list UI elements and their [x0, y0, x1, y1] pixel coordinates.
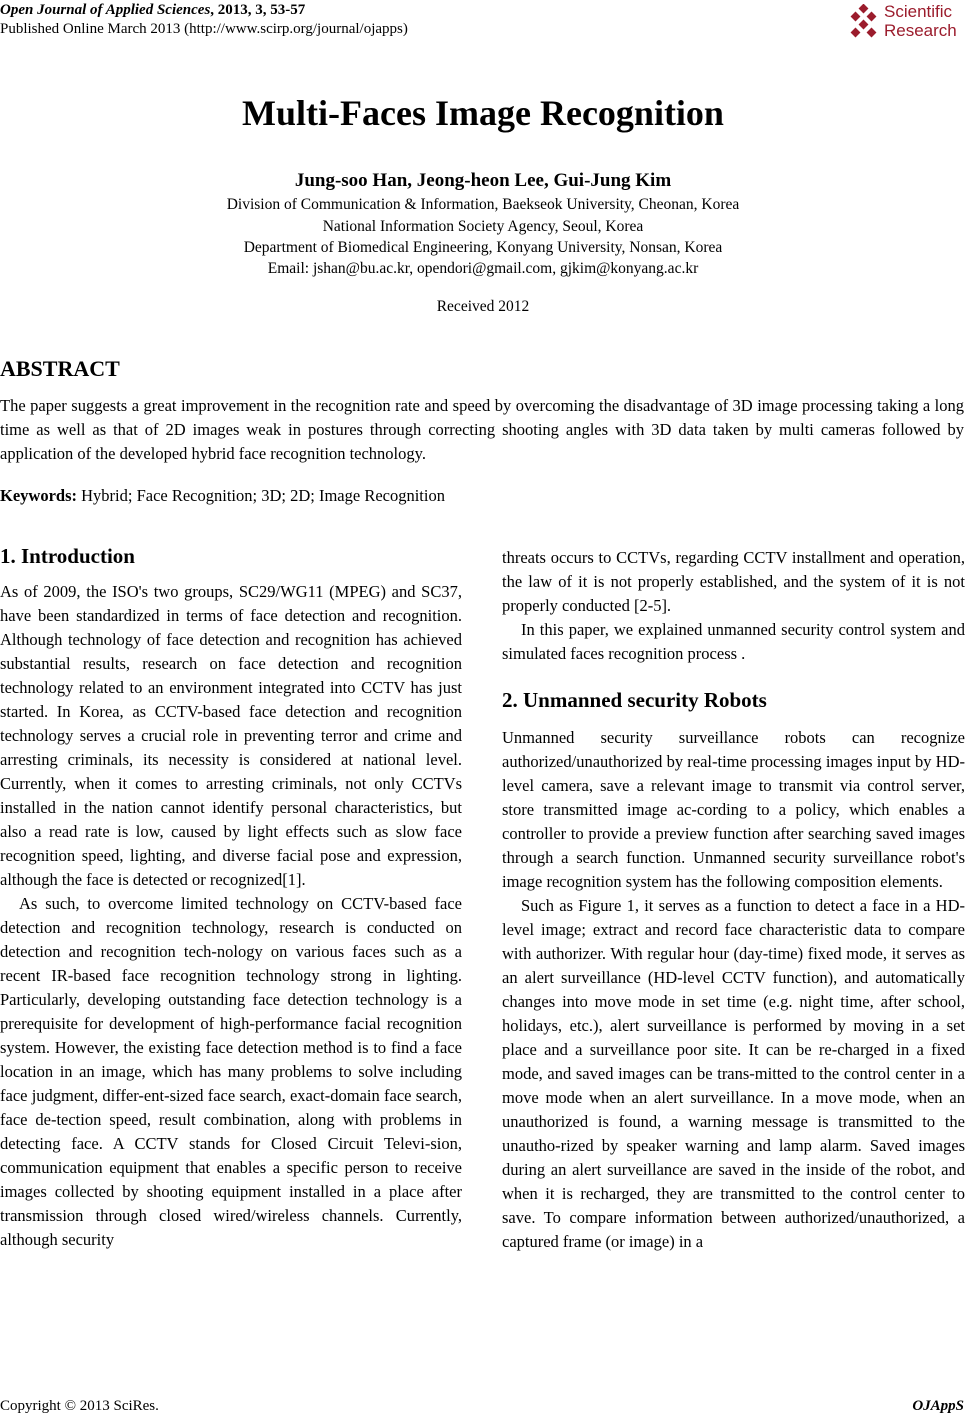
paragraph: Unmanned security surveillance robots can recognize authorized/unauthorized by real-time processing images input by HD-level camera, save a relevant image to transmit via control server, store transmitted image ac-cording to a policy, which enables a controller to provide a preview function after searching saved images through a search function. Unmanned security surveillance robot's image recognition system has the following composition elements. — [502, 728, 965, 891]
received-date: Received 2012 — [436, 298, 530, 315]
paragraph: In this paper, we explained unmanned security control system and simulated faces recognition process . — [502, 620, 965, 663]
paragraph: As such, to overcome limited technology on CCTV-based face detection and recognition technology, research is conducted on detection and recognition tech-nology on various faces such as a recent IR-based face recognition technology strong in lighting. Particularly, developing outstanding face detection technology is a prerequisite for development of high-performance facial recognition system. However, the existing face detection method is to find a face location in an image, which has many problems to solve including face judgment, differ-ent-sized face search, exact-domain face search, face de-tection speed, result combination, along with problems in detecting face. A CCTV stands for Closed Circuit Televi-sion, communication equipment that enables a specific person to receive images collected by shooting equipment installed in a place after transmission through closed wired/wireless channels. Currently, although security — [0, 894, 462, 1249]
publisher-logo[interactable] — [848, 2, 964, 42]
logo-word-2: Research — [884, 21, 957, 40]
author-emails: Email: jshan@bu.ac.kr, opendori@gmail.com, gjkim@konyang.ac.kr — [267, 260, 699, 277]
abstract-heading: ABSTRACT — [0, 356, 120, 381]
affiliation-1: Division of Communication & Information, Baekseok University, Cheonan, Korea — [226, 196, 740, 213]
paper-title: Multi-Faces Image Recognition — [242, 93, 724, 133]
journal-abbreviation: OJAppS — [912, 1398, 964, 1414]
journal-name: Open Journal of Applied Sciences — [0, 2, 211, 18]
abstract-text: The paper suggests a great improvement in the recognition rate and speed by overcoming the disadvantage of 3D image processing taking a long time as well as that of 2D images weak in postures through correcting shooting angles with 3D data taken by multi cameras followed by application of the developed hybrid face recognition technology. — [0, 396, 964, 463]
paragraph: threats occurs to CCTVs, regarding CCTV installment and operation, the law of it is not properly established, and the system of it is not properly conducted [2-5]. — [502, 548, 965, 615]
publication-info: Published Online March 2013 (http://www.scirp.org/journal/ojapps) — [0, 21, 408, 37]
right-column-bottom — [502, 726, 965, 1254]
affiliation-3: Department of Biomedical Engineering, Konyang University, Nonsan, Korea — [243, 239, 723, 256]
keywords-label: Keywords: — [0, 486, 77, 505]
section-heading-robots: 2. Unmanned security Robots — [502, 688, 767, 712]
author-list: Jung-soo Han, Jeong-heon Lee, Gui-Jung Kim — [294, 170, 672, 191]
keywords-text: Hybrid; Face Recognition; 3D; 2D; Image Recognition — [77, 486, 445, 505]
logo-word-1: Scientific — [884, 2, 953, 21]
copyright: Copyright © 2013 SciRes. — [0, 1398, 159, 1414]
scirp-logo-icon — [848, 4, 882, 40]
logo-text — [884, 2, 957, 40]
paragraph: As of 2009, the ISO's two groups, SC29/WG11 (MPEG) and SC37, have been standardized in terms of face detection and recognition. Although technology of face detection and recognition has achieved substantial results, research on face detection and recognition technology related to an environment integrated into CCTV has just started. In Korea, as CCTV-based face detection and recognition technology serves a crucial role in preventing terror and crime and arresting criminals, its necessity is considered at national level. Currently, when it comes to arresting criminals, not only CCTVs installed in the nation cannot identify personal characteristics, but also a read rate is low, caused by light effects such as slow face recognition speed, lighting, and diverse facial pose and expression, although the face is detected or recognized[1]. — [0, 582, 462, 889]
journal-volume: , 2013, 3, 53-57 — [210, 2, 306, 18]
paragraph: Such as Figure 1, it serves as a function to detect a face in a HD-level image; extract and record face characteristic data to compare with authorizer. With regular hour (day-time) fixed mode, it serves as an alert surveillance (HD-level CCTV function), and automatically changes into move mode in set time (e.g. night time, after school, holidays, etc.), alert surveillance is performed by moving in a set place and a surveillance poor site. It can be re-charged in a fixed mode, and saved images can be trans-mitted to the control center in a move mode when an alert surveillance. In a move mode, when an unauthorized is found, a warning message is transmitted to the unautho-rized by speaker warning and lamp alarm. Saved images during an alert surveillance are saved in the inside of the robot, and when it is recharged, they are transmitted to the control center to save. To compare information between authorized/unauthorized, a captured frame (or image) in a — [502, 896, 965, 1251]
left-column — [0, 580, 462, 1252]
section-heading-introduction: 1. Introduction — [0, 544, 135, 568]
keywords — [0, 486, 445, 506]
right-column-top — [502, 546, 965, 666]
journal-header — [0, 2, 305, 19]
affiliation-2: National Information Society Agency, Seoul, Korea — [322, 218, 644, 235]
